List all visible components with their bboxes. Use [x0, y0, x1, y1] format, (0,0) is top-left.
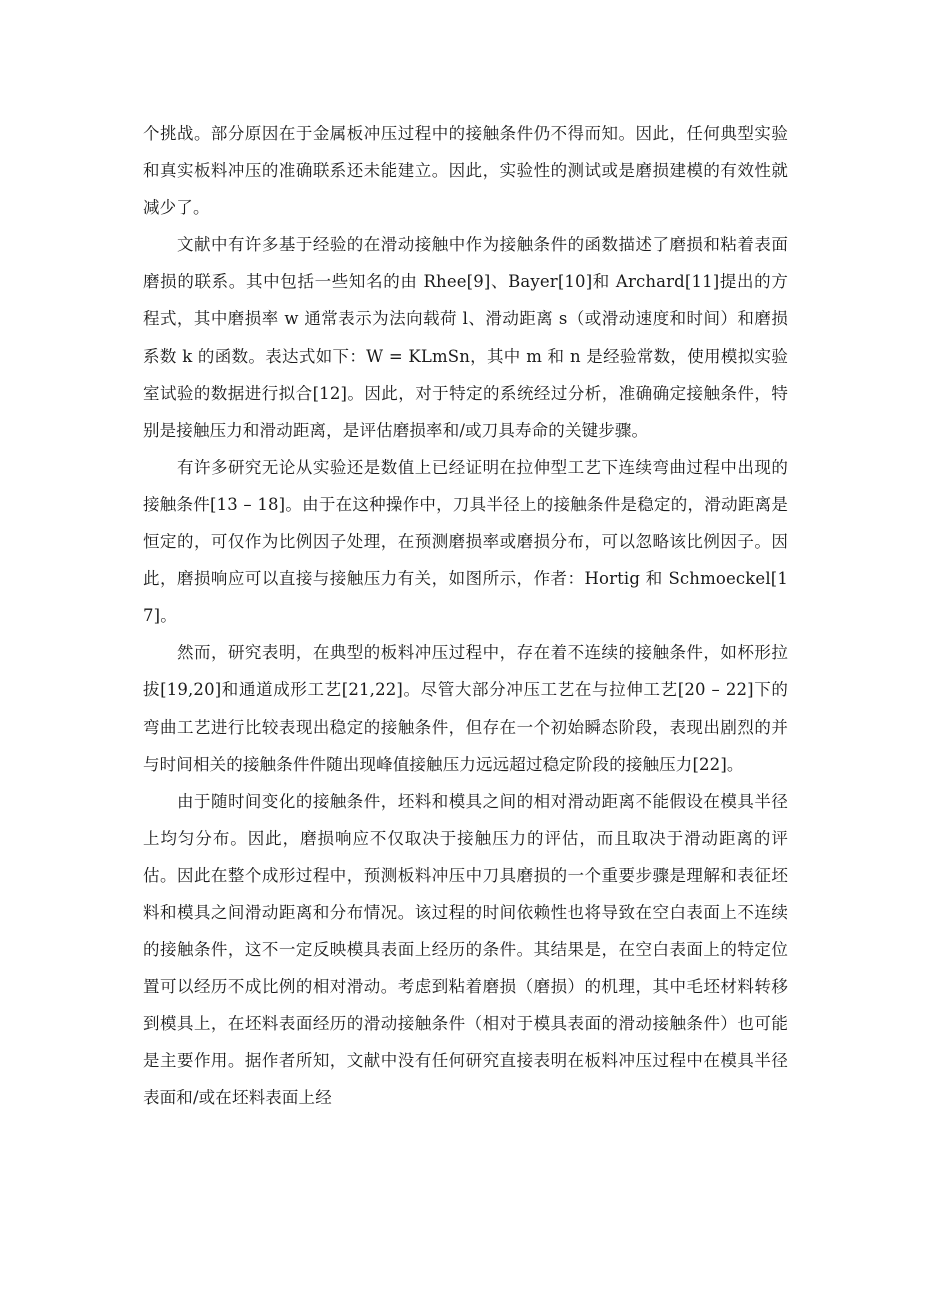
paragraph-transient-contact: 然而，研究表明，在典型的板料冲压过程中，存在着不连续的接触条件，如杯形拉拔[19,20]和通道成形工艺[21,22]。尽管大部分冲压工艺在与拉伸工艺[20 – 22]下的弯曲工艺进行比较表现出稳定的接触条件，但存在一个初始瞬态阶段，表现出剧烈的并与时间相关的接触条件件随出现峰值接触压力远远超过稳定阶段的接触压力[22]。	[143, 643, 788, 774]
paragraph-steady-contact: 有许多研究无论从实验还是数值上已经证明在拉伸型工艺下连续弯曲过程中出现的接触条件[13 – 18]。由于在这种操作中，刀具半径上的接触条件是稳定的，滑动距离是恒定的，可仅作为比例因子处理，在预测磨损率或磨损分布，可以忽略该比例因子。因此，磨损响应可以直接与接触压力有关，如图所示，作者：Hortig 和 Schmoeckel[17]。	[143, 457, 788, 626]
paragraph-wear-models: 文献中有许多基于经验的在滑动接触中作为接触条件的函数描述了磨损和粘着表面磨损的联系。其中包括一些知名的由 Rhee[9]、Bayer[10]和 Archard[11]提出的方程式，其中磨损率 w 通常表示为法向载荷 l、滑动距离 s（或滑动速度和时间）和磨损系数 k 的函数。表达式如下：W = KLmSn，其中 m 和 n 是经验常数，使用模拟实验室试验的数据进行拟合[12]。因此，对于特定的系统经过分析，准确确定接触条件，特别是接触压力和滑动距离，是评估磨损率和/或刀具寿命的关键步骤。	[143, 235, 788, 440]
paragraph-continuation: 个挑战。部分原因在于金属板冲压过程中的接触条件仍不得而知。因此，任何典型实验和真实板料冲压的准确联系还未能建立。因此，实验性的测试或是磨损建模的有效性就减少了。	[143, 124, 788, 218]
body-text	[143, 115, 788, 1117]
paragraph-sliding-distance: 由于随时间变化的接触条件，坯料和模具之间的相对滑动距离不能假设在模具半径上均匀分布。因此，磨损响应不仅取决于接触压力的评估，而且取决于滑动距离的评估。因此在整个成形过程中，预测板料冲压中刀具磨损的一个重要步骤是理解和表征坯料和模具之间滑动距离和分布情况。该过程的时间依赖性也将导致在空白表面上不连续的接触条件，这不一定反映模具表面上经历的条件。其结果是，在空白表面上的特定位置可以经历不成比例的相对滑动。考虑到粘着磨损（磨损）的机理，其中毛坯材料转移到模具上，在坯料表面经历的滑动接触条件（相对于模具表面的滑动接触条件）也可能是主要作用。据作者所知，文献中没有任何研究直接表明在板料冲压过程中在模具半径表面和/或在坯料表面上经	[143, 791, 788, 1108]
